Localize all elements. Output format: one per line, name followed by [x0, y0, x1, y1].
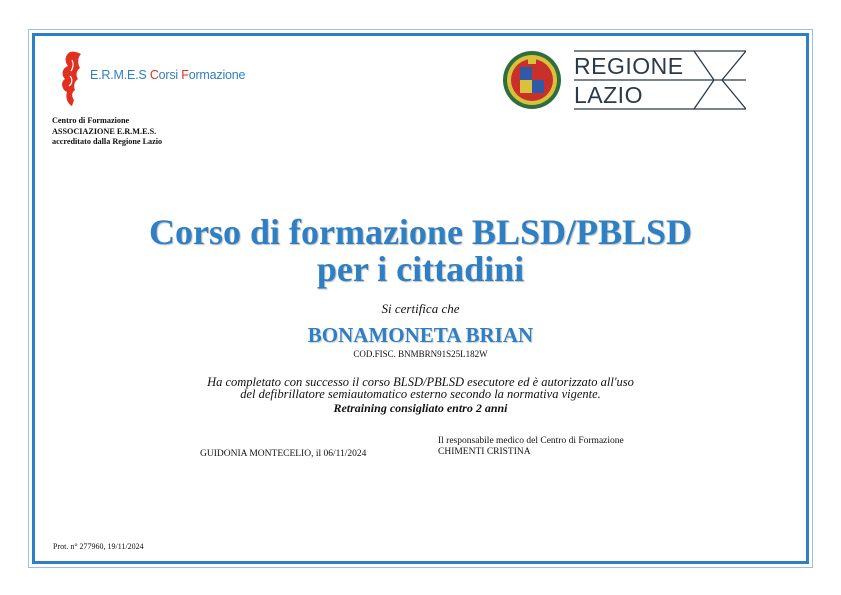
- recipient-name: BONAMONETA BRIAN: [307, 323, 534, 347]
- responsible-signature: [438, 436, 624, 457]
- regione-lazio-emblem-icon: [502, 50, 562, 110]
- certificate-body: [0, 376, 841, 400]
- tax-code: COD.FISC. BNMBRN91S25L182W: [353, 349, 488, 359]
- certificate-subtitle: per i cittadini: [316, 249, 525, 289]
- responsible-label: Il responsabile medico del Centro di Formazione: [438, 436, 624, 446]
- protocol-number: Prot. n° 277960, 19/11/2024: [53, 542, 144, 551]
- responsible-name: CHIMENTI CRISTINA: [438, 446, 531, 457]
- org-line: Centro di Formazione: [52, 116, 130, 125]
- ermes-logo-part: C: [149, 68, 159, 82]
- ermes-logo-part: ormazione: [188, 68, 246, 82]
- region-line: REGIONE: [574, 53, 684, 79]
- ermes-logo-text: [90, 68, 245, 82]
- ermes-logo-part: F: [181, 68, 189, 82]
- certificate-title: Corso di formazione BLSD/PBLSD: [148, 212, 693, 252]
- org-line: accreditato dalla Regione Lazio: [52, 137, 163, 146]
- body-line: del defibrillatore semiautomatico esterno secondo la normativa vigente.: [240, 387, 601, 401]
- certification-intro: Si certifica che: [381, 301, 460, 316]
- organization-info: [52, 116, 162, 148]
- body-line: Ha completato con successo il corso BLSD/PBLSD esecutore ed è autorizzato all'uso: [207, 375, 634, 389]
- place-date: GUIDONIA MONTECELIO, il 06/11/2024: [200, 449, 367, 459]
- region-line: LAZIO: [574, 82, 643, 108]
- ermes-logo-part: E.R.M.E.S: [90, 68, 150, 82]
- regione-lazio-logo-text: [574, 52, 684, 110]
- certificate-border: [32, 33, 809, 564]
- ermes-logo-part: orsi: [158, 68, 182, 82]
- retraining-note: Retraining consigliato entro 2 anni: [333, 401, 508, 415]
- org-line: ASSOCIAZIONE E.R.M.E.S.: [52, 126, 157, 136]
